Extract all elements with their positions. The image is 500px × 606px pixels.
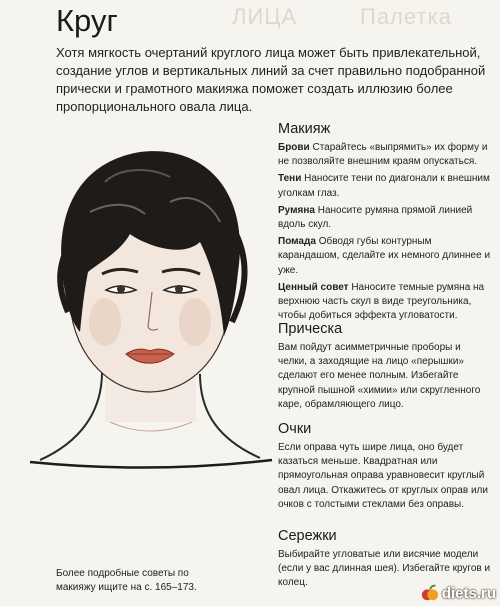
round-face-illustration [10,122,280,482]
makeup-item-eyeshadow [278,172,492,200]
hairstyle-text: Вам пойдут асимметричные проборы и челки, а заходящие на лицо «перышки» сделают его менее полным. Избегайте крупной пышной «химии» или скругленного каре, обрамляющего лицо. [278,342,481,410]
bleed-through-text-left: ЛИЦА [232,4,298,29]
earrings-text: Выбирайте угловатые или висячие модели (если у вас длинная шея). Избегайте кругов и колец. [278,549,491,589]
page-caption [56,567,226,595]
makeup-item-text: Наносите темные румяна на верхнюю часть скул в виде треугольника, чтобы добиться эффекта угловатости. [278,281,485,322]
glasses-heading: Очки [278,421,312,437]
makeup-item-blush [278,204,492,232]
makeup-item-text: Наносите тени по диагонали к внешним уголкам глаз. [278,173,490,199]
bleed-through-text-right: Палетка [360,4,452,29]
watermark-logo [421,582,496,604]
section-makeup [278,120,492,326]
apple-icon [421,584,439,602]
makeup-item-label: Помада [278,236,316,248]
intro-paragraph: Хотя мягкость очертаний круглого лица может быть привлекательной, создание углов и вертикальных линий за счет правильно подобранной прически и грамотного макияжа поможет создать иллюзию более пропорционального овала лица. [56,45,486,114]
makeup-item-label: Тени [278,173,302,185]
makeup-heading: Макияж [278,121,331,137]
hairstyle-heading: Прическа [278,321,343,337]
makeup-item-text: Наносите румяна прямой линией вдоль скул. [278,204,473,231]
makeup-item-lipstick [278,235,492,278]
makeup-item-label: Ценный совет [278,281,349,293]
glasses-text: Если оправа чуть шире лица, оно будет казаться меньше. Квадратная или прямоугольная оправа уравновесит круглый овал лица. Откажитесь от круглых оправ или очков с толстыми стеклами без оправы. [278,442,488,510]
section-glasses [278,420,492,512]
makeup-item-brows [278,141,492,169]
watermark-text: diets.ru [441,584,496,602]
section-hairstyle [278,320,492,412]
makeup-item-tip [278,281,492,324]
earrings-heading: Сережки [278,528,337,544]
caption-text: Более подробные советы по макияжу ищите на с. 165–173. [56,568,197,593]
makeup-item-text: Старайтесь «выпрямить» их форму и не позволяйте внешним краям опускаться. [278,142,488,168]
makeup-item-text: Обводя губы контурным карандашом, сделайте их немного длиннее и уже. [278,236,491,276]
makeup-item-label: Румяна [278,204,315,216]
makeup-item-label: Брови [278,142,310,153]
page-title: Круг [56,3,118,38]
